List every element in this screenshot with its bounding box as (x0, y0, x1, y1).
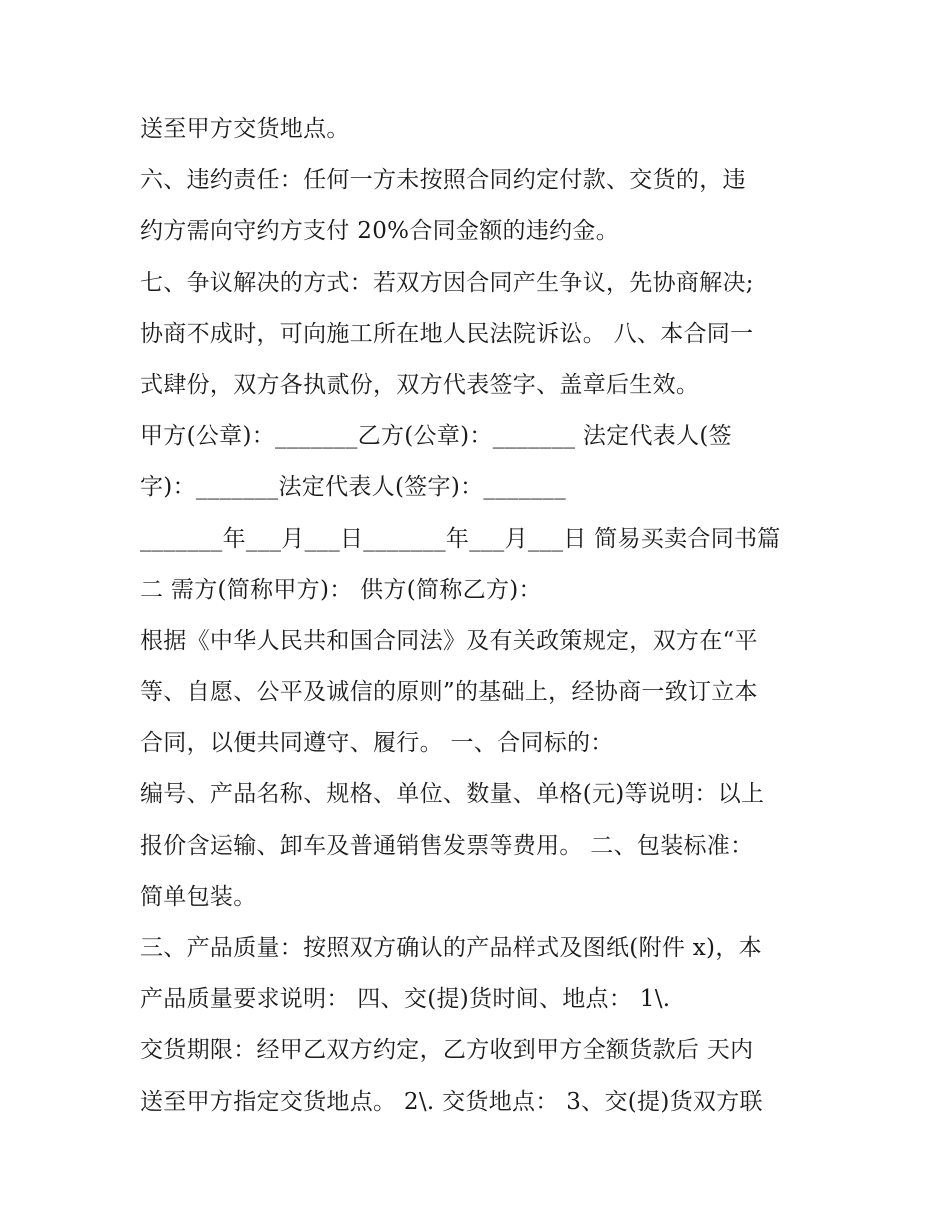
text-line: 送至甲方交货地点。 (140, 116, 350, 142)
text-line: 编号、产品名称、规格、单位、数量、单格(元)等说明：以上 (140, 781, 765, 808)
text-line: 三、产品质量：按照双方确认的产品样式及图纸(附件 x)，本 (140, 935, 762, 961)
text-line: 等、自愿、公平及诚信的原则”的基础上，经协商一致订立本 (140, 679, 758, 706)
text-line: 字)：_______法定代表人(签字)：_______ (140, 474, 567, 501)
text-line: 简单包装。 (140, 883, 257, 910)
text-line: 根据《中华人民共和国合同法》及有关政策规定，双方在“平 (140, 627, 758, 654)
text-line: 式肆份，双方各执贰份，双方代表签字、盖章后生效。 (140, 371, 700, 398)
text-line: 协商不成时，可向施工所在地人民法院诉讼。 八、本合同一 (140, 320, 754, 347)
text-line: 报价含运输、卸车及普通销售发票等费用。 二、包装标准： (140, 832, 754, 859)
text-line: 六、违约责任：任何一方未按照合同约定付款、交货的，违 (140, 167, 746, 194)
text-line: 二 需方(简称甲方)： 供方(简称乙方)： (140, 576, 542, 603)
text-line: 送至甲方指定交货地点。 2\. 交货地点： 3、交(提)货双方联 (140, 1088, 763, 1115)
text-line: 产品质量要求说明： 四、交(提)货时间、地点： 1\. (140, 986, 671, 1013)
contract-text (140, 104, 820, 1128)
text-line: 甲方(公章)：_______乙方(公章)：_______ 法定代表人(签 (140, 423, 732, 450)
text-line: 交货期限：经甲乙双方约定，乙方收到甲方全额货款后 天内 (140, 1037, 754, 1064)
text-line: _______年___月___日_______年___月___日 简易买卖合同书篇 (140, 525, 781, 552)
text-line: 约方需向守约方支付 20%合同金额的违约金。 (140, 218, 620, 245)
text-line: 合同，以便共同遵守、履行。 一、合同标的： (140, 730, 614, 757)
text-line: 七、争议解决的方式：若双方因合同产生争议，先协商解决; (140, 269, 754, 296)
